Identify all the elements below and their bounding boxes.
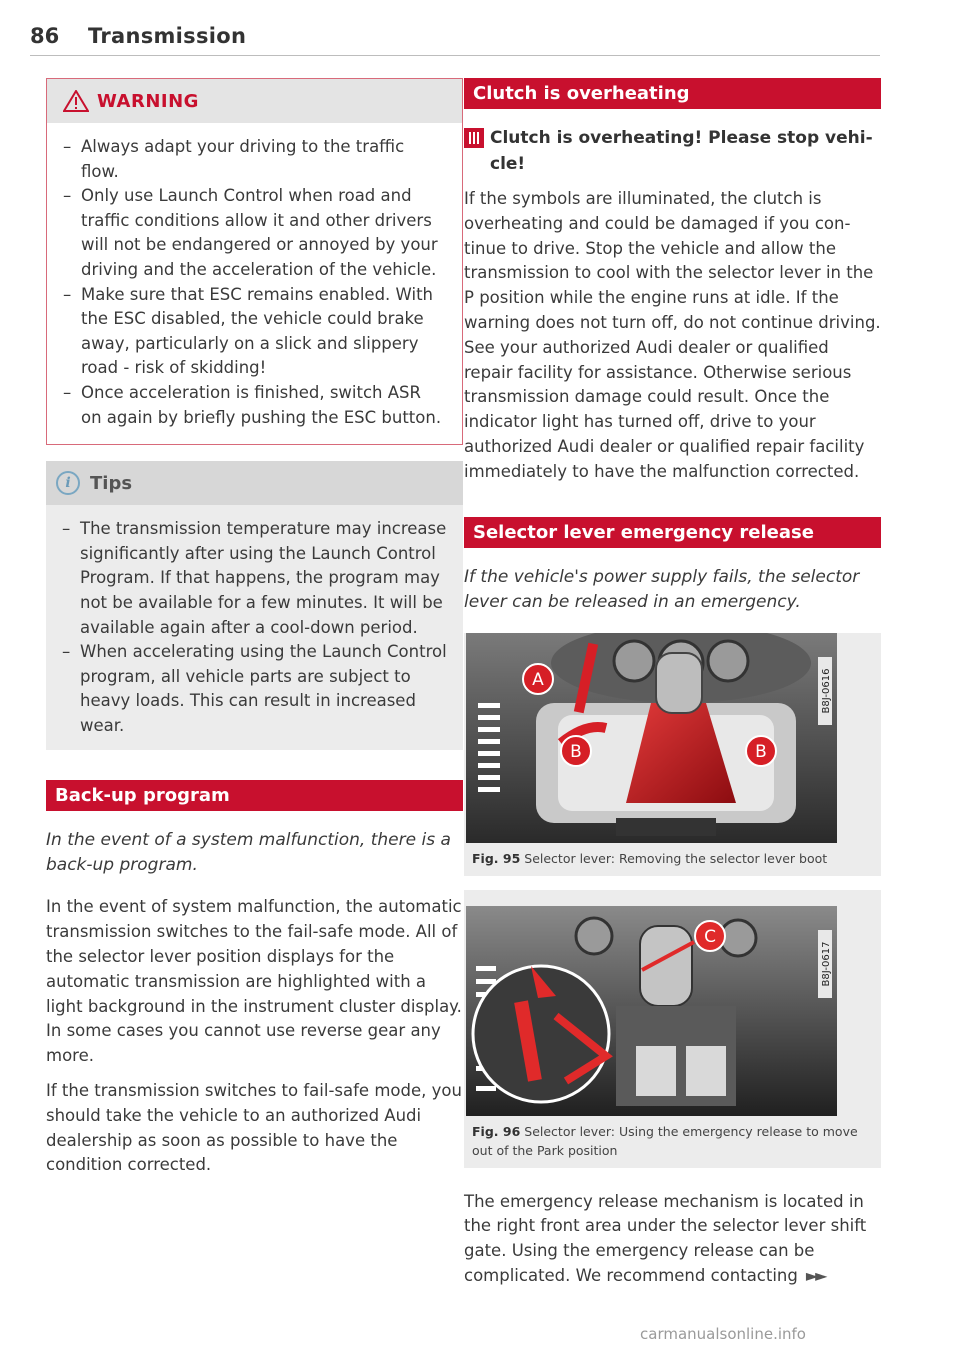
info-icon: i xyxy=(56,471,80,495)
page-header xyxy=(30,22,880,56)
figure-caption xyxy=(466,1116,879,1160)
figure-label: Fig. 96 xyxy=(472,1123,521,1139)
figure-code xyxy=(818,657,832,725)
tips-item: – The transmission temperature may increase significantly after using the Launch Control Program. If that happens, the program may not be available for a few minutes. It will be available again after a cool-down period. xyxy=(62,517,447,640)
selector-body-text: The emergency release mechanism is located in the right front area under the selector lever shift gate. Using the emergency release can be complicated. We recommend contacting xyxy=(464,1191,867,1285)
chapter-title: Transmission xyxy=(88,24,247,48)
clutch-subheading-text: Clutch is overheating! Please stop vehicle! xyxy=(490,128,873,174)
marker-c: C xyxy=(704,926,716,947)
backup-lead: In the event of a system malfunction, there is a back-up program. xyxy=(46,830,451,876)
tips-box xyxy=(46,461,463,750)
figure-95 xyxy=(464,633,881,876)
backup-heading: Back-up program xyxy=(46,780,463,811)
warning-item: – Make sure that ESC remains enabled. With the ESC disabled, the vehicle could brake away, particularly on a slick and slippery road - risk of skidding! xyxy=(63,283,446,381)
warning-list xyxy=(63,135,446,430)
figure-caption-text: Selector lever: Using the emergency release to move out of the Park position xyxy=(472,1123,858,1158)
marker-a: A xyxy=(532,669,544,690)
svg-text:B8J-0617: B8J-0617 xyxy=(821,941,832,986)
more-arrow-icon: ►► xyxy=(805,1265,825,1285)
warning-box xyxy=(46,78,463,445)
marker-b-left: B xyxy=(570,741,582,762)
watermark: carmanualsonline.info xyxy=(640,1325,806,1343)
figure-caption-text: Selector lever: Removing the selector lever boot xyxy=(524,850,828,866)
backup-paragraph: In the event of system malfunction, the automatic transmission switches to the fail-safe mode. All of the selector lever position displays for the automatic transmission are highlighted with a light background in the instrument cluster display. In some cases you cannot use reverse gear any more. xyxy=(46,897,462,1066)
warning-item: – Only use Launch Control when road and traffic conditions allow it and other drivers will not be endangered or annoyed by your driving and the acceleration of the vehicle. xyxy=(63,184,446,282)
svg-text:B8J-0616: B8J-0616 xyxy=(821,668,832,713)
right-column xyxy=(464,78,881,1289)
tips-title: Tips xyxy=(90,472,133,494)
selector-lever-boot-image xyxy=(466,633,837,843)
warning-item: – Once acceleration is finished, switch ASR on again by briefly pushing the ESC button. xyxy=(63,381,446,430)
selector-body xyxy=(464,1190,881,1289)
warning-item: – Always adapt your driving to the traffic flow. xyxy=(63,135,446,184)
marker-b-right: B xyxy=(755,741,767,762)
figure-code xyxy=(818,930,832,998)
clutch-warning-icon xyxy=(464,128,484,148)
tips-list xyxy=(62,517,447,738)
figure-label: Fig. 95 xyxy=(472,850,521,866)
tips-header xyxy=(46,461,463,505)
left-column xyxy=(46,78,463,1178)
clutch-subheading xyxy=(464,125,881,177)
figure-96 xyxy=(464,890,881,1168)
page-number: 86 xyxy=(30,24,60,48)
clutch-section xyxy=(464,78,881,485)
tips-item: – When accelerating using the Launch Control program, all vehicle parts are subject to heavy loads. This can result in increased wear. xyxy=(62,640,447,738)
emergency-release-image xyxy=(466,906,837,1116)
selector-heading: Selector lever emergency release xyxy=(464,517,881,548)
clutch-heading: Clutch is overheating xyxy=(464,78,881,109)
figure-caption xyxy=(466,843,879,868)
backup-paragraph: If the transmission switches to fail-safe mode, you should take the vehicle to an authorized Audi dealership as soon as possible to have the condition corrected. xyxy=(46,1081,462,1175)
selector-lead: If the vehicle's power supply fails, the selector lever can be released in an emergency. xyxy=(464,566,860,612)
clutch-body: If the symbols are illuminated, the clutch is overheating and could be damaged if you continue to drive. Stop the vehicle and allow the transmission to cool with the selector lever in the P position while the engine runs at idle. If the warning does not turn off, do not continue driving. See your authorized Audi dealer or qualified repair facility for assistance. Otherwise serious transmission damage could result. Once the indicator light has turned off, drive to your authorized Audi dealer or qualified repair facility immediately to have the malfunction corrected. xyxy=(464,189,881,481)
warning-triangle-icon xyxy=(63,90,89,112)
warning-header xyxy=(47,79,462,123)
backup-section xyxy=(46,780,463,1178)
warning-title: WARNING xyxy=(97,90,199,112)
selector-section xyxy=(464,517,881,1289)
